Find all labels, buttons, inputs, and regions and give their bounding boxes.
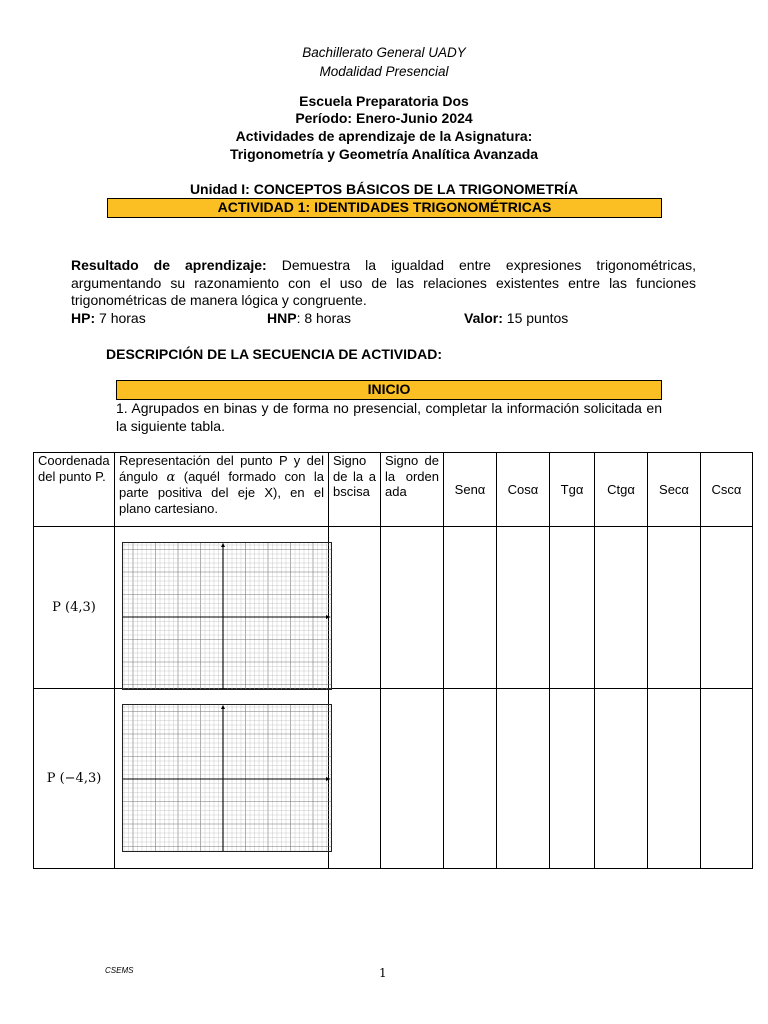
sign-x-cell[interactable] [329, 689, 381, 869]
header-sign-x: Signo de la abscisa [329, 453, 381, 527]
alpha-symbol: α [166, 469, 176, 485]
sign-y-cell[interactable] [381, 689, 444, 869]
hp-label: HP: [71, 310, 96, 326]
inicio-banner: INICIO [116, 380, 662, 400]
header-sign-y: Signo de la ordenada [381, 453, 444, 527]
header-ctg: Ctgα [595, 453, 648, 527]
activity-table [33, 452, 753, 869]
x-axis-arrow-icon [326, 615, 330, 619]
cartesian-plane[interactable] [122, 542, 332, 690]
tg-cell[interactable] [550, 689, 595, 869]
header-sec: Secα [648, 453, 701, 527]
valor-label: Valor: [464, 310, 503, 326]
header-csc: Cscα [701, 453, 753, 527]
ctg-cell[interactable] [595, 689, 648, 869]
learning-outcome [71, 257, 696, 310]
point-cell: P (4,3) [34, 527, 115, 689]
learning-outcome-text: Demuestra la igualdad entre expresiones trigonométricas, argumentando su razonamiento con el uso de las relaciones existentes entre las funciones trigonométricas de manera lógica y congruente. [71, 257, 696, 308]
point-cell: P (−4,3) [34, 689, 115, 869]
hnp-value: : 8 horas [296, 310, 352, 326]
sec-cell[interactable] [648, 527, 701, 689]
ctg-cell[interactable] [595, 527, 648, 689]
cos-cell[interactable] [497, 527, 550, 689]
hnp-label: HNP [267, 310, 297, 326]
hours-row [71, 310, 696, 328]
sign-y-cell[interactable] [381, 527, 444, 689]
valor-value: 15 puntos [502, 310, 569, 326]
cos-cell[interactable] [497, 689, 550, 869]
sec-cell[interactable] [648, 689, 701, 869]
header-representation-a: Representación del punto P y del ángulo [119, 453, 324, 484]
table-row [34, 527, 753, 689]
school-name: Escuela Preparatoria Dos [299, 93, 469, 109]
plane-cell[interactable] [115, 527, 329, 689]
modality: Modalidad Presencial [319, 64, 449, 79]
institution-name: Bachillerato General UADY [302, 45, 466, 60]
activities-title: Actividades de aprendizaje de la Asignatura: [235, 128, 533, 144]
learning-outcome-label: Resultado de aprendizaje: [71, 257, 267, 273]
header-cos: Cosα [497, 453, 550, 527]
hp-value: 7 horas [95, 310, 146, 326]
footer-label: CSEMS [105, 966, 134, 975]
activity-banner: ACTIVIDAD 1: IDENTIDADES TRIGONOMÉTRICAS [107, 198, 662, 218]
table-row [34, 689, 753, 869]
table-header-row [34, 453, 753, 527]
sign-x-cell[interactable] [329, 527, 381, 689]
csc-cell[interactable] [701, 689, 753, 869]
subject-title: Trigonometría y Geometría Analítica Avanzada [229, 146, 539, 162]
csc-cell[interactable] [701, 527, 753, 689]
sequence-title: DESCRIPCIÓN DE LA SECUENCIA DE ACTIVIDAD: [106, 346, 443, 362]
unit-title: Unidad I: CONCEPTOS BÁSICOS DE LA TRIGONOMETRÍA [189, 181, 579, 197]
plane-cell[interactable] [115, 689, 329, 869]
sen-cell[interactable] [444, 527, 497, 689]
tg-cell[interactable] [550, 527, 595, 689]
x-axis-arrow-icon [326, 777, 330, 781]
sen-cell[interactable] [444, 689, 497, 869]
period: Período: Enero-Junio 2024 [295, 110, 473, 126]
header-sen: Senα [444, 453, 497, 527]
header-representation [115, 453, 329, 527]
header-coord: Coordenada del punto P. [34, 453, 115, 527]
cartesian-plane[interactable] [122, 704, 332, 852]
header-representation-b: (aquél formado con la parte positiva del eje X), en el plano cartesiano. [119, 468, 324, 516]
header-tg: Tgα [550, 453, 595, 527]
inicio-instruction: 1. Agrupados en binas y de forma no presencial, completar la información solicitada en la siguiente tabla. [116, 400, 662, 434]
page-number: 1 [379, 966, 387, 980]
